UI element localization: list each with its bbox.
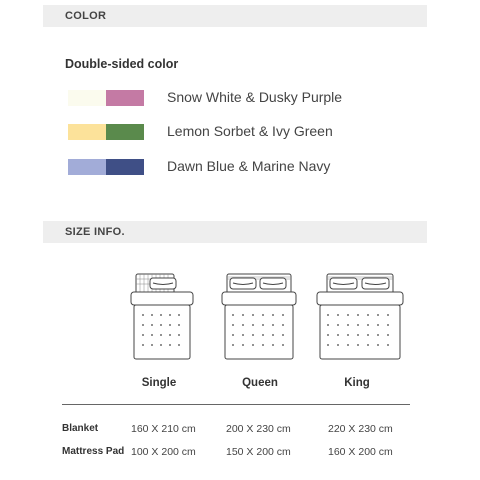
bed-icon: [220, 268, 298, 362]
table-cell: 160 X 210 cm: [131, 423, 196, 435]
size-section-title: SIZE INFO.: [65, 226, 125, 238]
color-swatch-back: [106, 90, 144, 106]
table-cell: 160 X 200 cm: [328, 446, 393, 458]
table-cell: 200 X 230 cm: [226, 423, 291, 435]
color-section-header: [43, 5, 427, 27]
color-option: [68, 159, 398, 175]
color-option: [68, 124, 398, 140]
color-option-label: Snow White & Dusky Purple: [167, 89, 343, 105]
row-label-blanket: Blanket: [62, 423, 99, 434]
row-label-mattress-pad: Mattress Pad: [62, 446, 125, 457]
color-swatch-back: [106, 124, 144, 140]
color-swatch-front: [68, 159, 106, 175]
table-cell: 150 X 200 cm: [226, 446, 291, 458]
size-section-header: [43, 221, 427, 243]
bed-icon: [128, 268, 196, 362]
color-swatch-back: [106, 159, 144, 175]
color-subtitle: Double-sided color: [65, 57, 179, 71]
color-option-label: Lemon Sorbet & Ivy Green: [167, 123, 333, 139]
table-divider: [62, 404, 410, 405]
color-option-label: Dawn Blue & Marine Navy: [167, 158, 331, 174]
color-swatch-front: [68, 90, 106, 106]
table-cell: 100 X 200 cm: [131, 446, 196, 458]
size-name-king: King: [344, 377, 370, 389]
table-cell: 220 X 230 cm: [328, 423, 393, 435]
color-section-title: COLOR: [65, 10, 107, 22]
size-name-queen: Queen: [242, 377, 278, 389]
color-swatch-front: [68, 124, 106, 140]
color-option: [68, 90, 398, 106]
size-name-single: Single: [141, 377, 177, 389]
bed-icon: [315, 268, 405, 362]
